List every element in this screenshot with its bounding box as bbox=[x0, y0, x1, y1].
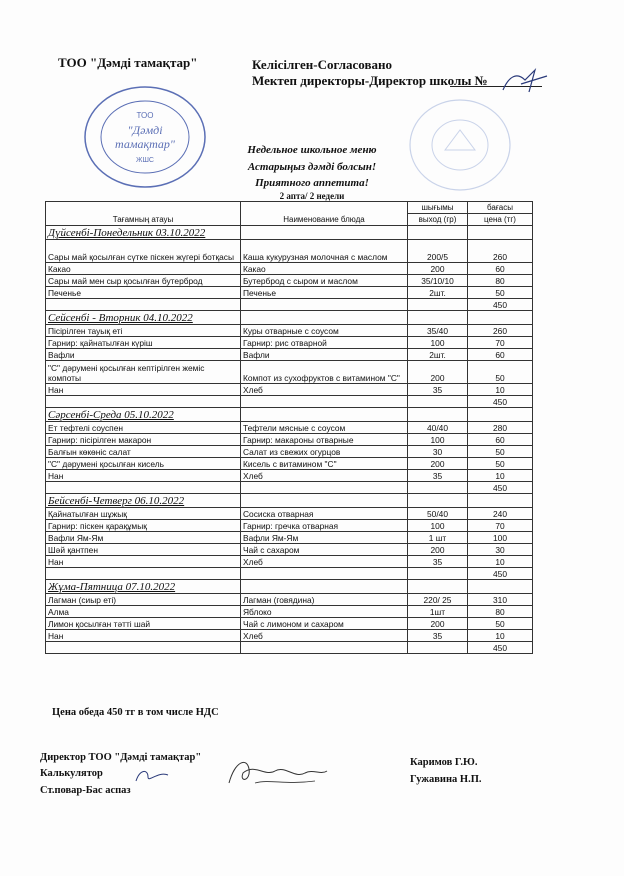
dish-yield: 200 bbox=[408, 361, 468, 384]
day-header-empty-cell bbox=[408, 226, 468, 240]
dish-name-kz: Нан bbox=[46, 470, 241, 482]
menu-title: Недельное школьное меню bbox=[247, 144, 377, 156]
total-empty-cell bbox=[241, 568, 408, 580]
dish-price: 70 bbox=[468, 337, 533, 349]
day-header-row bbox=[46, 494, 533, 508]
day-header-empty-cell bbox=[468, 580, 533, 594]
table-row bbox=[46, 361, 533, 384]
dish-name-kz: "С" дәрумені қосылған кептірілген жеміс компоты bbox=[46, 361, 241, 384]
dish-name-ru: Бутерброд с сыром и маслом bbox=[241, 275, 408, 287]
dish-name-kz: Балғын көкөніс салат bbox=[46, 446, 241, 458]
table-row bbox=[46, 630, 533, 642]
dish-yield: 35 bbox=[408, 556, 468, 568]
table-row bbox=[46, 532, 533, 544]
total-empty-cell bbox=[408, 299, 468, 311]
col-header-yield-unit: выход (гр) bbox=[408, 214, 468, 226]
dish-name-ru: Яблоко bbox=[241, 606, 408, 618]
day-total: 450 bbox=[468, 482, 533, 494]
day-header-empty-cell bbox=[241, 311, 408, 325]
col-header-price: бағасы bbox=[468, 202, 533, 214]
dish-yield: 200 bbox=[408, 544, 468, 556]
dish-name-ru: Чай с сахаром bbox=[241, 544, 408, 556]
calculator-label: Калькулятор bbox=[40, 768, 103, 779]
dish-price: 260 bbox=[468, 240, 533, 263]
table-row bbox=[46, 508, 533, 520]
day-total-row bbox=[46, 642, 533, 654]
col-header-yield: шығымы bbox=[408, 202, 468, 214]
dish-name-kz: Какао bbox=[46, 263, 241, 275]
table-row bbox=[46, 275, 533, 287]
dish-yield: 200 bbox=[408, 458, 468, 470]
dish-name-ru: Вафли Ям-Ям bbox=[241, 532, 408, 544]
total-empty-cell bbox=[241, 482, 408, 494]
dish-name-kz: Печенье bbox=[46, 287, 241, 299]
dish-price: 10 bbox=[468, 384, 533, 396]
dish-name-ru: Тефтели мясные с соусом bbox=[241, 422, 408, 434]
day-title: Сейсенбі - Вторник 04.10.2022 bbox=[46, 311, 241, 325]
company-stamp bbox=[80, 82, 210, 192]
stamp-line-4: ЖШС bbox=[136, 157, 154, 164]
stamp-line-1: ТОО bbox=[136, 111, 154, 120]
dish-name-kz: Ет тефтелі соуспен bbox=[46, 422, 241, 434]
dish-name-kz: Гарнир: пісірілген макарон bbox=[46, 434, 241, 446]
dish-yield: 220/ 25 bbox=[408, 594, 468, 606]
menu-greeting-kz: Астарыңыз дәмді болсын! bbox=[247, 161, 377, 173]
dish-name-ru: Хлеб bbox=[241, 556, 408, 568]
table-row bbox=[46, 349, 533, 361]
day-title: Жұма-Пятница 07.10.2022 bbox=[46, 580, 241, 594]
dish-price: 50 bbox=[468, 458, 533, 470]
total-empty-cell bbox=[408, 482, 468, 494]
day-header-empty-cell bbox=[241, 226, 408, 240]
dish-name-kz: Вафли Ям-Ям bbox=[46, 532, 241, 544]
table-row bbox=[46, 287, 533, 299]
dish-yield: 1шт bbox=[408, 606, 468, 618]
table-header-row bbox=[46, 202, 533, 214]
stamp-line-3: тамақтар" bbox=[115, 137, 175, 151]
director-name: Каримов Г.Ю. bbox=[410, 757, 478, 768]
dish-name-ru: Куры отварные с соусом bbox=[241, 325, 408, 337]
total-empty-cell bbox=[408, 642, 468, 654]
dish-name-ru: Хлеб bbox=[241, 630, 408, 642]
dish-price: 60 bbox=[468, 349, 533, 361]
dish-name-ru: Печенье bbox=[241, 287, 408, 299]
dish-price: 80 bbox=[468, 275, 533, 287]
day-title: Дүйсенбі-Понедельник 03.10.2022 bbox=[46, 226, 241, 240]
dish-price: 280 bbox=[468, 422, 533, 434]
day-header-empty-cell bbox=[408, 408, 468, 422]
dish-price: 50 bbox=[468, 287, 533, 299]
table-row bbox=[46, 422, 533, 434]
dish-name-kz: Вафли bbox=[46, 349, 241, 361]
dish-yield: 100 bbox=[408, 337, 468, 349]
dish-yield: 1 шт bbox=[408, 532, 468, 544]
day-total-row bbox=[46, 568, 533, 580]
day-total: 450 bbox=[468, 299, 533, 311]
dish-name-ru: Лагман (говядина) bbox=[241, 594, 408, 606]
day-header-empty-cell bbox=[408, 311, 468, 325]
dish-price: 30 bbox=[468, 544, 533, 556]
dish-name-kz: "С" дәрумені қосылған кисель bbox=[46, 458, 241, 470]
director-signature bbox=[225, 753, 330, 793]
day-total: 450 bbox=[468, 568, 533, 580]
dish-name-ru: Вафли bbox=[241, 349, 408, 361]
dish-name-kz: Қайнатылған шұжық bbox=[46, 508, 241, 520]
day-header-empty-cell bbox=[468, 311, 533, 325]
dish-yield: 200 bbox=[408, 618, 468, 630]
dish-name-ru: Кисель с витамином "С" bbox=[241, 458, 408, 470]
table-row bbox=[46, 556, 533, 568]
stamp-line-2: "Дәмді bbox=[127, 123, 163, 137]
dish-name-kz: Шәй қантпен bbox=[46, 544, 241, 556]
dish-price: 80 bbox=[468, 606, 533, 618]
dish-yield: 30 bbox=[408, 446, 468, 458]
table-row bbox=[46, 446, 533, 458]
director-signature-image bbox=[495, 66, 555, 98]
col-header-price-unit: цена (тг) bbox=[468, 214, 533, 226]
day-title: Сәрсенбі-Среда 05.10.2022 bbox=[46, 408, 241, 422]
dish-name-kz: Сары май мен сыр қосылған бутерброд bbox=[46, 275, 241, 287]
day-header-empty-cell bbox=[408, 494, 468, 508]
day-total-row bbox=[46, 299, 533, 311]
dish-yield: 40/40 bbox=[408, 422, 468, 434]
dish-name-kz: Лимон қосылған тәтті шай bbox=[46, 618, 241, 630]
dish-yield: 2шт. bbox=[408, 287, 468, 299]
dish-name-ru: Гарнир: рис отварной bbox=[241, 337, 408, 349]
dish-name-ru: Чай с лимоном и сахаром bbox=[241, 618, 408, 630]
day-title: Бейсенбі-Четверг 06.10.2022 bbox=[46, 494, 241, 508]
col-header-name-ru: Наименование блюда bbox=[241, 202, 408, 226]
day-header-empty-cell bbox=[468, 226, 533, 240]
calculator-signature bbox=[132, 765, 172, 787]
total-empty-cell bbox=[46, 396, 241, 408]
day-header-row bbox=[46, 580, 533, 594]
total-empty-cell bbox=[241, 299, 408, 311]
dish-name-kz: Гарнир: піскен қарақұмық bbox=[46, 520, 241, 532]
dish-price: 10 bbox=[468, 470, 533, 482]
dish-price: 60 bbox=[468, 434, 533, 446]
table-row bbox=[46, 325, 533, 337]
dish-price: 10 bbox=[468, 556, 533, 568]
dish-name-ru: Каша кукурузная молочная с маслом bbox=[241, 240, 408, 263]
approver-title: Мектеп директоры-Директор школы № bbox=[252, 73, 488, 88]
dish-price: 50 bbox=[468, 618, 533, 630]
day-header-empty-cell bbox=[468, 408, 533, 422]
total-empty-cell bbox=[46, 482, 241, 494]
day-total-row bbox=[46, 482, 533, 494]
dish-name-ru: Гарнир: макароны отварные bbox=[241, 434, 408, 446]
day-header-empty-cell bbox=[408, 580, 468, 594]
dish-name-ru: Какао bbox=[241, 263, 408, 275]
company-name: ТОО "Дәмді тамақтар" bbox=[58, 55, 198, 70]
menu-table bbox=[45, 201, 533, 654]
day-header-empty-cell bbox=[241, 580, 408, 594]
table-row bbox=[46, 594, 533, 606]
table-row bbox=[46, 337, 533, 349]
dish-price: 60 bbox=[468, 263, 533, 275]
day-header-row bbox=[46, 311, 533, 325]
table-row bbox=[46, 606, 533, 618]
day-total-row bbox=[46, 396, 533, 408]
dish-name-kz: Лагман (сиыр еті) bbox=[46, 594, 241, 606]
table-row bbox=[46, 384, 533, 396]
day-total: 450 bbox=[468, 396, 533, 408]
dish-name-kz: Нан bbox=[46, 630, 241, 642]
menu-greeting-ru: Приятного аппетита! bbox=[255, 177, 369, 189]
dish-name-kz: Сары май қосылған сүтке піскен жүгері ботқасы bbox=[46, 240, 241, 263]
dish-price: 50 bbox=[468, 361, 533, 384]
menu-week: 2 апта/ 2 недели bbox=[279, 191, 345, 201]
dish-name-ru: Гарнир: гречка отварная bbox=[241, 520, 408, 532]
cook-name: Гужавина Н.П. bbox=[410, 774, 482, 785]
table-row bbox=[46, 458, 533, 470]
dish-price: 10 bbox=[468, 630, 533, 642]
dish-name-kz: Алма bbox=[46, 606, 241, 618]
table-row bbox=[46, 240, 533, 263]
dish-yield: 35/40 bbox=[408, 325, 468, 337]
total-empty-cell bbox=[408, 568, 468, 580]
dish-price: 240 bbox=[468, 508, 533, 520]
table-row bbox=[46, 618, 533, 630]
approval-label: Келісілген-Согласовано bbox=[252, 57, 392, 72]
dish-name-ru: Хлеб bbox=[241, 384, 408, 396]
table-row bbox=[46, 470, 533, 482]
total-empty-cell bbox=[46, 568, 241, 580]
dish-price: 50 bbox=[468, 446, 533, 458]
cook-label: Ст.повар-Бас аспаз bbox=[40, 785, 131, 796]
director-label: Директор ТОО "Дәмді тамақтар" bbox=[40, 752, 202, 763]
day-header-row bbox=[46, 408, 533, 422]
total-empty-cell bbox=[241, 642, 408, 654]
day-total: 450 bbox=[468, 642, 533, 654]
total-empty-cell bbox=[241, 396, 408, 408]
dish-yield: 35 bbox=[408, 470, 468, 482]
dish-name-ru: Компот из сухофруктов с витамином "С" bbox=[241, 361, 408, 384]
table-row bbox=[46, 520, 533, 532]
dish-name-kz: Гарнир: қайнатылған күріш bbox=[46, 337, 241, 349]
table-row bbox=[46, 263, 533, 275]
dish-name-ru: Хлеб bbox=[241, 470, 408, 482]
dish-name-kz: Пісірілген тауық еті bbox=[46, 325, 241, 337]
dish-yield: 2шт. bbox=[408, 349, 468, 361]
day-header-row bbox=[46, 226, 533, 240]
dish-name-ru: Салат из свежих огурцов bbox=[241, 446, 408, 458]
day-header-empty-cell bbox=[468, 494, 533, 508]
dish-price: 100 bbox=[468, 532, 533, 544]
col-header-name-kz: Тағамның атауы bbox=[46, 202, 241, 226]
dish-name-ru: Сосиска отварная bbox=[241, 508, 408, 520]
dish-price: 70 bbox=[468, 520, 533, 532]
dish-yield: 200/5 bbox=[408, 240, 468, 263]
dish-yield: 100 bbox=[408, 434, 468, 446]
total-empty-cell bbox=[46, 642, 241, 654]
day-header-empty-cell bbox=[241, 408, 408, 422]
table-row bbox=[46, 544, 533, 556]
dish-name-kz: Нан bbox=[46, 556, 241, 568]
dish-yield: 50/40 bbox=[408, 508, 468, 520]
dish-price: 260 bbox=[468, 325, 533, 337]
dish-name-kz: Нан bbox=[46, 384, 241, 396]
total-empty-cell bbox=[408, 396, 468, 408]
day-header-empty-cell bbox=[241, 494, 408, 508]
table-row bbox=[46, 434, 533, 446]
price-note: Цена обеда 450 тг в том числе НДС bbox=[52, 707, 219, 718]
dish-yield: 35 bbox=[408, 630, 468, 642]
dish-yield: 35/10/10 bbox=[408, 275, 468, 287]
dish-yield: 100 bbox=[408, 520, 468, 532]
total-empty-cell bbox=[46, 299, 241, 311]
dish-yield: 35 bbox=[408, 384, 468, 396]
dish-yield: 200 bbox=[408, 263, 468, 275]
dish-price: 310 bbox=[468, 594, 533, 606]
